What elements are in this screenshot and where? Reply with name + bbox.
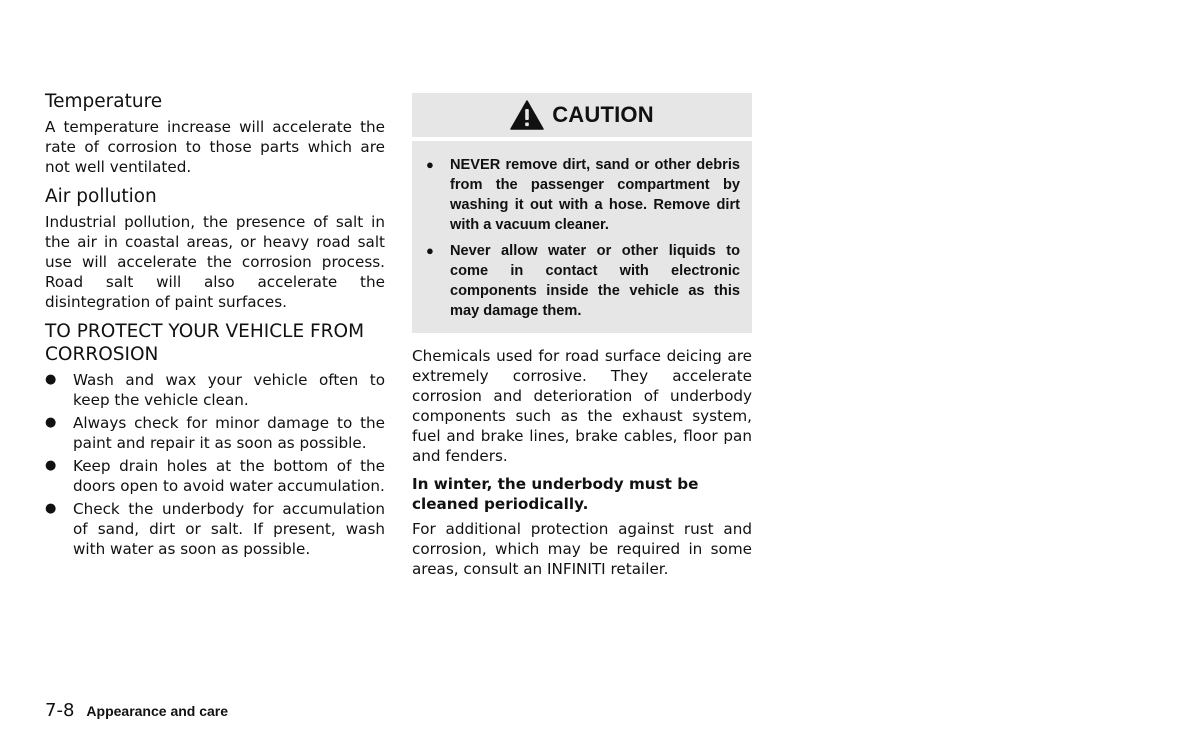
protection-tips-list bbox=[45, 370, 385, 559]
section-title-line-1: TO PROTECT YOUR VEHICLE FROM bbox=[45, 321, 365, 342]
list-item-text: Keep drain holes at the bottom of the doors open to avoid water accumulation. bbox=[73, 457, 385, 495]
page-number: 7-8 bbox=[45, 700, 75, 721]
bullet-icon: ● bbox=[45, 501, 57, 516]
winter-text: In winter, the underbody must be cleaned periodically. bbox=[412, 475, 699, 513]
temperature-text: A temperature increase will accelerate the rate of corrosion to those parts which are not well ventilated. bbox=[45, 118, 385, 176]
section-title bbox=[45, 320, 385, 366]
section-label: Appearance and care bbox=[86, 703, 229, 719]
bullet-icon: ● bbox=[45, 415, 57, 430]
chemicals-text: Chemicals used for road surface deicing are extremely corrosive. They accelerate corrosion and deterioration of underbody components such as the exhaust system, fuel and brake lines, brake cables, floor pan and fenders. bbox=[412, 347, 752, 465]
caution-item bbox=[426, 241, 740, 321]
caution-list bbox=[426, 155, 740, 321]
protection-text: For additional protection against rust and corrosion, which may be required in some areas, consult an INFINITI retailer. bbox=[412, 520, 752, 578]
warning-triangle-icon bbox=[510, 100, 544, 130]
caution-title: CAUTION bbox=[552, 102, 654, 127]
bullet-icon: ● bbox=[426, 243, 434, 258]
page-footer bbox=[45, 700, 228, 721]
list-item-text: Always check for minor damage to the paint and repair it as soon as possible. bbox=[73, 414, 385, 452]
section-title-line-2: CORROSION bbox=[45, 344, 159, 365]
right-column bbox=[412, 93, 752, 587]
list-item-text: Check the underbody for accumulation of sand, dirt or salt. If present, wash with water as soon as possible. bbox=[73, 500, 385, 558]
list-item bbox=[45, 370, 385, 410]
caution-item-text: Never allow water or other liquids to come in contact with electronic components inside the vehicle as this may damage them. bbox=[450, 243, 740, 319]
caution-box bbox=[412, 93, 752, 333]
bullet-icon: ● bbox=[45, 458, 57, 473]
caution-header bbox=[412, 93, 752, 141]
caution-item bbox=[426, 155, 740, 235]
temperature-heading: Temperature bbox=[45, 91, 163, 112]
bullet-icon: ● bbox=[426, 157, 434, 172]
left-column bbox=[45, 90, 385, 562]
air-pollution-text: Industrial pollution, the presence of salt in the air in coastal areas, or heavy road salt use will accelerate the corrosion process. Road salt will also accelerate the disintegration of paint surfaces. bbox=[45, 213, 385, 311]
list-item-text: Wash and wax your vehicle often to keep the vehicle clean. bbox=[73, 371, 385, 409]
caution-body bbox=[412, 141, 752, 333]
list-item bbox=[45, 499, 385, 559]
air-pollution-heading: Air pollution bbox=[45, 186, 157, 207]
list-item bbox=[45, 456, 385, 496]
caution-item-text: NEVER remove dirt, sand or other debris from the passenger compartment by washing it out with a hose. Remove dirt with a vacuum cleaner. bbox=[450, 157, 740, 233]
bullet-icon: ● bbox=[45, 372, 57, 387]
list-item bbox=[45, 413, 385, 453]
